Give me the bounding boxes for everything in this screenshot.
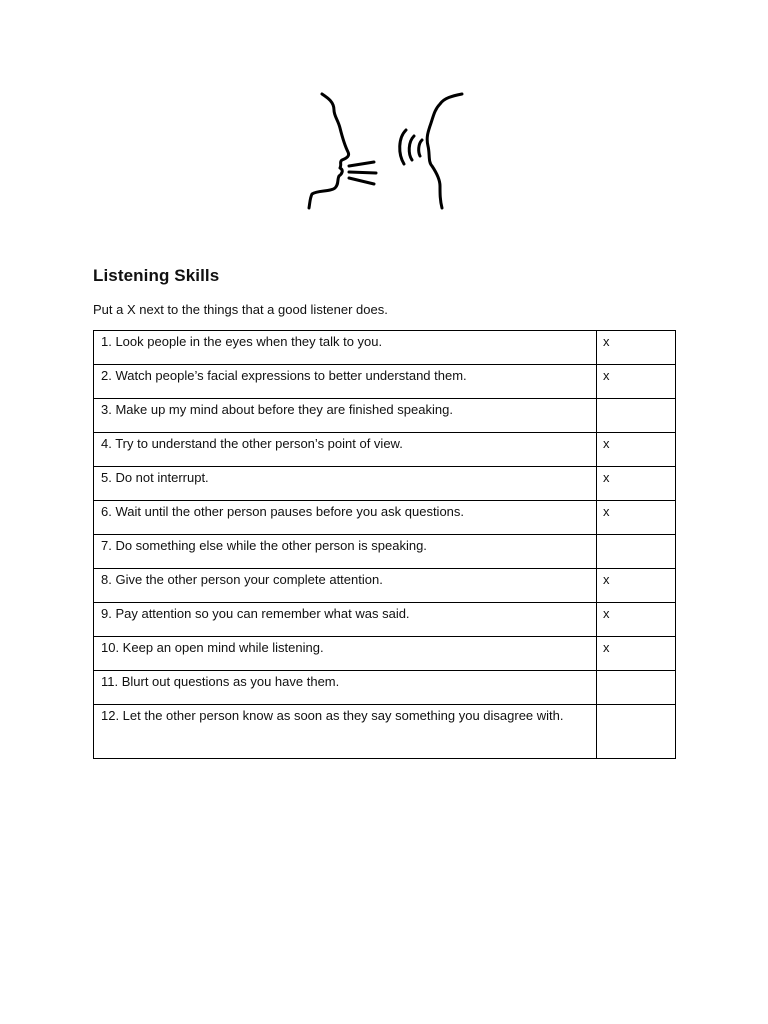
skill-statement: 3. Make up my mind about before they are finished speaking.: [94, 399, 597, 433]
checkbox-mark-cell[interactable]: x: [597, 467, 676, 501]
skill-statement: 6. Wait until the other person pauses before you ask questions.: [94, 501, 597, 535]
table-row: [94, 331, 676, 365]
table-row: [94, 535, 676, 569]
skill-statement: 10. Keep an open mind while listening.: [94, 637, 597, 671]
checkbox-mark-cell[interactable]: x: [597, 603, 676, 637]
skill-statement: 11. Blurt out questions as you have them.: [94, 671, 597, 705]
page-title: Listening Skills: [93, 266, 220, 285]
skill-statement: 1. Look people in the eyes when they talk to you.: [94, 331, 597, 365]
table-row: [94, 569, 676, 603]
checkbox-mark-cell[interactable]: x: [597, 331, 676, 365]
checkbox-mark-cell[interactable]: [597, 535, 676, 569]
skill-statement: 5. Do not interrupt.: [94, 467, 597, 501]
checkbox-mark-cell[interactable]: [597, 705, 676, 759]
speaking-listening-heads-icon: [290, 90, 480, 220]
skill-statement: 12. Let the other person know as soon as they say something you disagree with.: [94, 705, 597, 759]
table-row: [94, 705, 676, 759]
table-row: [94, 433, 676, 467]
table-row: [94, 603, 676, 637]
checkbox-mark-cell[interactable]: x: [597, 433, 676, 467]
skill-statement: 2. Watch people’s facial expressions to better understand them.: [94, 365, 597, 399]
skill-statement: 8. Give the other person your complete attention.: [94, 569, 597, 603]
checkbox-mark-cell[interactable]: x: [597, 569, 676, 603]
checkbox-mark-cell[interactable]: [597, 399, 676, 433]
checkbox-mark-cell[interactable]: x: [597, 501, 676, 535]
skill-statement: 9. Pay attention so you can remember what was said.: [94, 603, 597, 637]
skill-statement: 7. Do something else while the other person is speaking.: [94, 535, 597, 569]
table-row: [94, 467, 676, 501]
listening-skills-table: [93, 330, 676, 759]
table-row: [94, 399, 676, 433]
table-row: [94, 637, 676, 671]
checkbox-mark-cell[interactable]: x: [597, 365, 676, 399]
skill-statement: 4. Try to understand the other person’s point of view.: [94, 433, 597, 467]
table-row: [94, 671, 676, 705]
instructions-text: Put a X next to the things that a good listener does.: [93, 302, 388, 317]
checkbox-mark-cell[interactable]: x: [597, 637, 676, 671]
checkbox-mark-cell[interactable]: [597, 671, 676, 705]
table-row: [94, 365, 676, 399]
table-row: [94, 501, 676, 535]
